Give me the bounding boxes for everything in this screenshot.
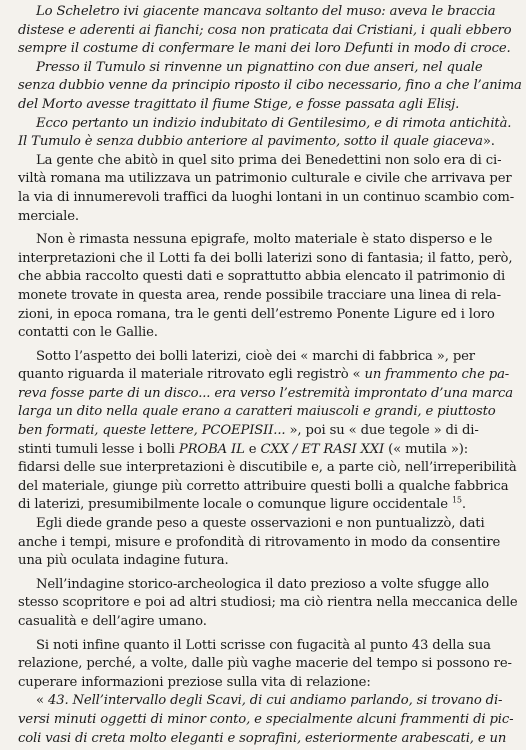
text-run: ben formati, queste lettere, PCOEPISII... bbox=[18, 423, 286, 439]
text-line bbox=[18, 231, 514, 250]
text-line bbox=[18, 96, 514, 115]
text-run: sempre il costume di confermare le mani dei loro Defunti in modo di croce. bbox=[18, 41, 511, 57]
text-run: anche i tempi, misure e profondità di ritrovamento in modo da consentire bbox=[18, 534, 501, 550]
text-run: coli vasi di creta molto eleganti e soprafini, esteriormente arabescati, e un bbox=[18, 730, 507, 746]
text-line bbox=[18, 59, 514, 78]
text-line bbox=[18, 287, 514, 306]
text-line bbox=[18, 3, 514, 22]
text-line bbox=[18, 655, 514, 674]
text-run: cuperare informazioni preziose sulla vita di relazione: bbox=[18, 674, 371, 690]
text-line bbox=[18, 268, 514, 287]
text-run: monete trovate in questa area, rende possibile tracciare una linea di rela- bbox=[18, 287, 501, 303]
text-run: fidarsi delle sue interpretazioni è discutibile e, a parte ciò, nell’irreperibilità bbox=[18, 460, 517, 476]
text-run: una più oculata indagine futura. bbox=[18, 553, 229, 569]
text-line bbox=[18, 348, 514, 367]
text-run: stinti tumuli lesse i bolli bbox=[18, 441, 179, 457]
text-run: che abbia raccolto questi dati e soprattutto abbia elencato il patrimonio di bbox=[18, 269, 506, 285]
text-run: viltà romana ma utilizzava un patrimonio culturale e civile che arrivava per bbox=[18, 171, 512, 187]
text-line bbox=[18, 115, 514, 134]
text-run: casualità e dell’agire umano. bbox=[18, 614, 207, 629]
text-line bbox=[18, 77, 522, 96]
text-line bbox=[18, 324, 514, 343]
text-run: la via di innumerevoli traffici da luoghi lontani in un continuo scambio com- bbox=[18, 189, 515, 205]
text-run: versi minuti oggetti di minor conto, e specialmente alcuni frammenti di pic- bbox=[18, 711, 514, 727]
text-run: del Morto avesse tragittato il fiume Stige, e fosse passata agli Elisj. bbox=[18, 96, 460, 112]
text-run: », poi su « due tegole » di di- bbox=[285, 423, 479, 439]
text-run: quanto riguarda il materiale ritrovato egli registrò « bbox=[18, 367, 365, 383]
text-run: zioni, in epoca romana, tra le genti dell’estremo Ponente Ligure ed i loro bbox=[18, 306, 495, 322]
text-run: Si noti infine quanto il Lotti scrisse con fugacità al punto 43 della sua bbox=[36, 637, 491, 653]
text-run: Lo Scheletro ivi giacente mancava soltanto del muso: aveva le braccia bbox=[36, 4, 496, 19]
text-line bbox=[18, 385, 514, 404]
text-line bbox=[18, 594, 518, 613]
text-line bbox=[18, 576, 514, 595]
text-run: Presso il Tumulo si rinvenne un pignattino con due anseri, nel quale bbox=[36, 59, 483, 75]
text-run: Nell’indagine storico-archeologica il dato prezioso a volte sfugge allo bbox=[36, 576, 489, 592]
text-line bbox=[18, 403, 514, 422]
text-run: Egli diede grande peso a queste osservazioni e non puntualizzò, dati bbox=[36, 516, 485, 532]
text-line bbox=[18, 478, 514, 497]
text-line bbox=[18, 133, 514, 152]
text-line bbox=[18, 711, 514, 730]
text-run: (« mutila »): bbox=[384, 441, 469, 457]
text-run: e bbox=[244, 441, 261, 457]
text-run: ». bbox=[482, 134, 495, 150]
text-line bbox=[18, 496, 514, 515]
text-line bbox=[18, 366, 514, 385]
text-run: senza dubbio venne da principio riposto il cibo necessario, fino a che l’anima bbox=[18, 78, 522, 94]
text-line bbox=[18, 40, 514, 59]
text-run: Il Tumulo è senza dubbio anteriore al pavimento, sotto il quale giaceva bbox=[18, 134, 483, 150]
text-run: di laterizi, presumibilmente locale o comunque ligure occidentale bbox=[18, 497, 452, 513]
text-run: Sotto l’aspetto dei bolli laterizi, cioè dei « marchi di fabbrica », per bbox=[36, 348, 475, 364]
text-line bbox=[18, 306, 514, 325]
footnote-ref: 15 bbox=[451, 496, 462, 506]
text-run: stesso scopritore e poi ad altri studiosi; ma ciò rientra nella meccanica delle bbox=[18, 595, 518, 611]
text-line bbox=[18, 692, 514, 711]
text-run: La gente che abitò in quel sito prima dei Benedettini non solo era di ci- bbox=[36, 152, 502, 168]
text-line bbox=[18, 250, 514, 269]
text-line bbox=[18, 189, 514, 208]
text-run: 43. Nell’intervallo degli Scavi, di cui andiamo parlando, si trovano di- bbox=[47, 693, 503, 709]
text-line bbox=[18, 515, 514, 534]
text-run: interpretazioni che il Lotti fa dei bolli laterizi sono di fantasia; il fatto, però, bbox=[18, 250, 513, 266]
text-run: un frammento che pa- bbox=[364, 367, 510, 383]
text-run: reva fosse parte di un disco... era verso l’estremità improntato d’una marca bbox=[18, 385, 513, 401]
text-run: Ecco pertanto un indizio indubitato di Gentilesimo, e di rimota antichità. bbox=[36, 115, 512, 131]
text-line bbox=[18, 441, 514, 460]
text-line bbox=[18, 674, 514, 693]
text-line bbox=[18, 22, 514, 41]
text-run: « bbox=[36, 693, 48, 709]
text-line bbox=[18, 459, 517, 478]
text-line bbox=[18, 613, 514, 632]
text-line bbox=[18, 637, 514, 656]
text-run: PROBA IL bbox=[178, 441, 245, 457]
text-run: merciale. bbox=[18, 208, 79, 224]
text-run: del materiale, giunge più corretto attribuire questi bolli a qualche fabbrica bbox=[18, 478, 509, 494]
text-run: Non è rimasta nessuna epigrafe, molto materiale è stato disperso e le bbox=[36, 232, 493, 248]
text-run: distese e aderenti ai fianchi; cosa non praticata dai Cristiani, i quali ebbero bbox=[18, 22, 512, 38]
text-run: . bbox=[461, 497, 466, 513]
text-line bbox=[18, 170, 514, 189]
text-run: relazione, perché, a volte, dalle più vaghe macerie del tempo si possono re- bbox=[18, 656, 512, 672]
text-line bbox=[18, 208, 514, 227]
text-line bbox=[18, 730, 514, 749]
text-run: larga un dito nella quale erano a caratteri maiuscoli e grandi, e piuttosto bbox=[18, 404, 496, 420]
text-line bbox=[18, 552, 514, 571]
text-line bbox=[18, 152, 514, 171]
text-run: contatti con le Gallie. bbox=[18, 325, 158, 341]
text-line bbox=[18, 534, 514, 553]
text-line bbox=[18, 422, 514, 441]
text-run: CXX / ET RASI XXI bbox=[260, 441, 385, 457]
